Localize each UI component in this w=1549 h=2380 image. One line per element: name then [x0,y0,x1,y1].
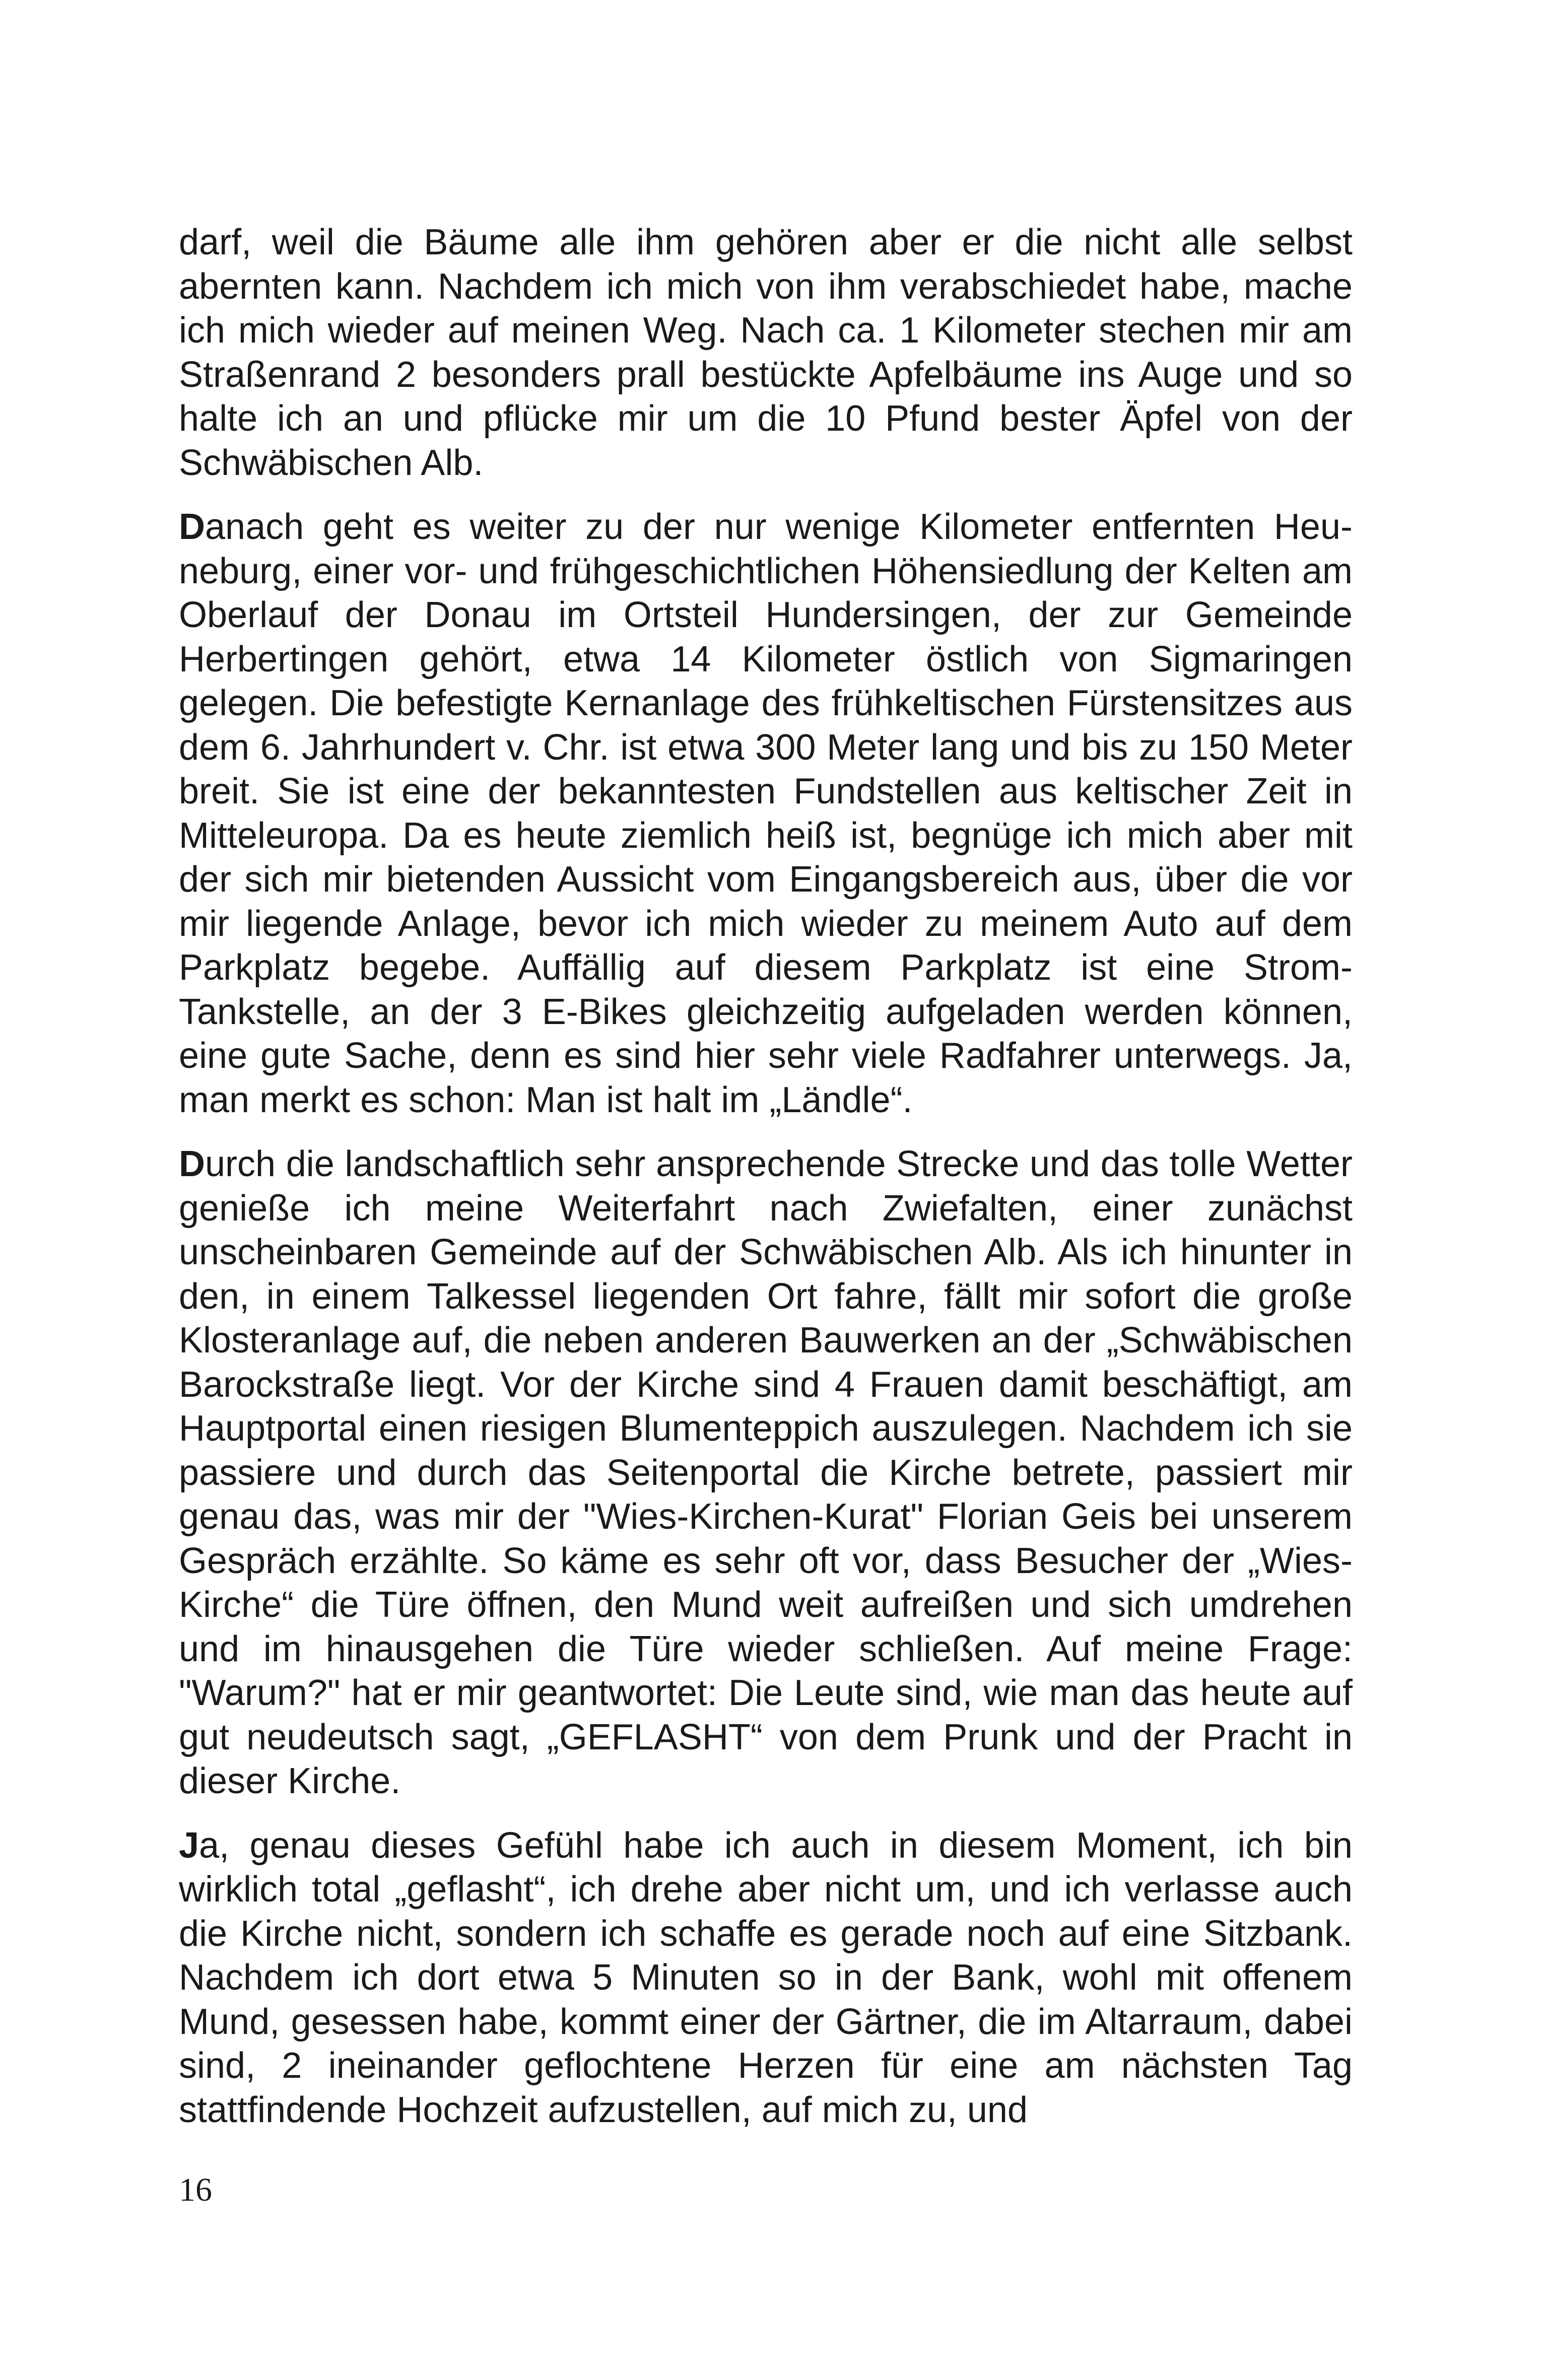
paragraph-2-initial: D [179,507,205,547]
page-number: 16 [179,2171,212,2208]
paragraph-4 [179,1824,1353,2133]
paragraph-4-text: a, genau dieses Gefühl habe ich auch in diesem Moment, ich bin wirklich total „geflasht“, ich drehe aber nicht um, und ich verlasse auch die Kirche nicht, sondern ich schaffe es gerade noch auf eine Sitzbank. Nachdem ich dort etwa 5 Minuten so in der Bank, wohl mit offenem Mund, gesessen habe, kommt einer der Gärtner, die im Altarraum, dabei sind, 2 ineinander geflochtene Herzen für eine am nächsten Tag stattfindende Hochzeit aufzustellen, auf mich zu, und [179,1825,1353,2130]
paragraph-1-text: darf, weil die Bäume alle ihm gehören aber er die nicht alle selbst abernten kann. Nachdem ich mich von ihm verabschiedet habe, mache ich mich wieder auf meinen Weg. Nach ca. 1 Kilometer stechen mir am Straßenrand 2 besonders prall bestückte Apfelbäume ins Auge und so halte ich an und pflücke mir um die 10 Pfund bester Äpfel von der Schwäbischen Alb. [179,222,1353,483]
paragraph-3-text: urch die landschaftlich sehr ansprechende Strecke und das tolle Wetter genieße ich meine Weiterfahrt nach Zwiefalten, einer zunächst unscheinbaren Gemeinde auf der Schwäbischen Alb. Als ich hinunter in den, in einem Talkessel liegenden Ort fahre, fällt mir sofort die große Klosteranlage auf, die neben anderen Bauwerken an der „Schwäbischen Barockstraße liegt. Vor der Kirche sind 4 Frauen damit beschäftigt, am Hauptportal einen riesigen Blumenteppich auszulegen. Nachdem ich sie passiere und durch das Seitenportal die Kirche betrete, passiert mir genau das, was mir der "Wies-Kirchen-Kurat" Florian Geis bei unserem Gespräch erzählte. So käme es sehr oft vor, dass Besucher der „Wies-Kirche“ die Türe öffnen, den Mund weit aufreißen und sich umdrehen und im hinausgehen die Türe wieder schließen. Auf meine Frage: "Warum?" hat er mir geantwortet: Die Leute sind, wie man das heute auf gut neudeutsch sagt, „GEFLASHT“ von dem Prunk und der Pracht in dieser Kirche. [179,1144,1353,1801]
paragraph-2 [179,505,1353,1122]
body-text [179,221,1353,2152]
paragraph-3 [179,1142,1353,1804]
paragraph-4-initial: J [179,1825,199,1866]
paragraph-3-initial: D [179,1144,205,1184]
paragraph-2-text: anach geht es weiter zu der nur wenige Kilometer entfernten Heuneburg, einer vor- und frühgeschichtlichen Höhensiedlung der Kelten am Oberlauf der Donau im Ortsteil Hundersingen, der zur Gemeinde Herbertingen gehört, etwa 14 Kilometer östlich von Sigmaringen gelegen. Die befestigte Kernanlage des frühkeltischen Fürstensitzes aus dem 6. Jahrhundert v. Chr. ist etwa 300 Meter lang und bis zu 150 Meter breit. Sie ist eine der bekanntesten Fundstellen aus keltischer Zeit in Mitteleuropa. Da es heute ziemlich heiß ist, begnüge ich mich aber mit der sich mir bietenden Aussicht vom Eingangsbereich aus, über die vor mir liegende Anlage, bevor ich mich wieder zu meinem Auto auf dem Parkplatz begebe. Auffällig auf diesem Parkplatz ist eine Strom-Tankstelle, an der 3 E-Bikes gleichzeitig aufgeladen werden können, eine gute Sache, denn es sind hier sehr viele Radfahrer unterwegs. Ja, man merkt es schon: Man ist halt im „Ländle“. [179,507,1353,1120]
paragraph-1 [179,221,1353,485]
